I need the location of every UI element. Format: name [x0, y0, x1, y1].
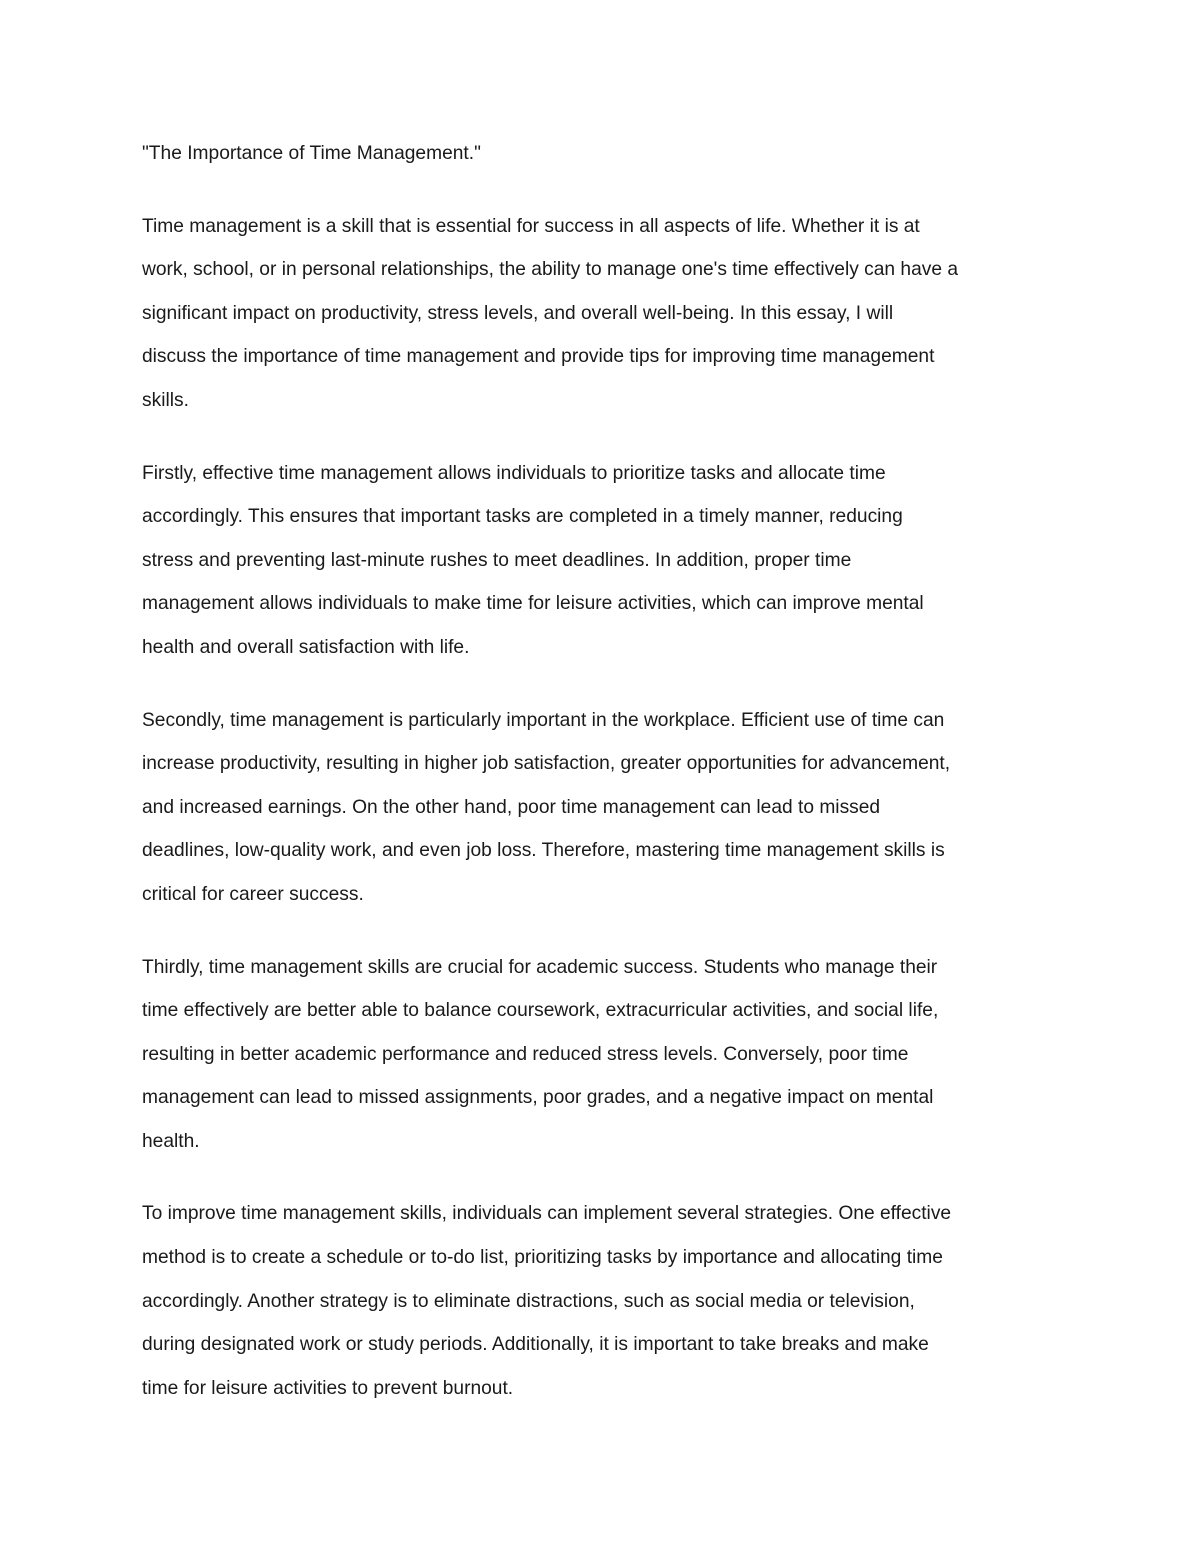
- paragraph-line: time effectively are better able to balance coursework, extracurricular activities, and social life,: [142, 1000, 939, 1022]
- paragraph-line: management allows individuals to make time for leisure activities, which can improve mental: [142, 593, 924, 615]
- paragraph-line: stress and preventing last-minute rushes to meet deadlines. In addition, proper time: [142, 549, 852, 571]
- paragraph-line: during designated work or study periods. Additionally, it is important to take breaks and make: [142, 1334, 929, 1356]
- paragraph-line: To improve time management skills, individuals can implement several strategies. One effective: [142, 1203, 952, 1225]
- paragraph-line: work, school, or in personal relationships, the ability to manage one's time effectively can have a: [142, 259, 959, 281]
- paragraph-line: management can lead to missed assignments, poor grades, and a negative impact on mental: [142, 1087, 934, 1109]
- paragraph-line: and increased earnings. On the other hand, poor time management can lead to missed: [142, 796, 881, 818]
- paragraph-line: method is to create a schedule or to-do list, prioritizing tasks by importance and allocating time: [142, 1247, 943, 1269]
- paragraph-line: Thirdly, time management skills are crucial for academic success. Students who manage their: [142, 956, 938, 978]
- document-title: [142, 132, 1072, 176]
- paragraph: [142, 946, 1072, 1164]
- paragraph-line: skills.: [142, 389, 189, 411]
- paragraph-line: Secondly, time management is particularly important in the workplace. Efficient use of time can: [142, 709, 945, 731]
- document-body: [142, 132, 1072, 1439]
- paragraph-line: deadlines, low-quality work, and even job loss. Therefore, mastering time management skills is: [142, 840, 945, 862]
- paragraph: [142, 205, 1072, 423]
- paragraph: [142, 699, 1072, 917]
- paragraph-line: accordingly. Another strategy is to eliminate distractions, such as social media or television,: [142, 1290, 915, 1312]
- paragraph-line: resulting in better academic performance and reduced stress levels. Conversely, poor time: [142, 1043, 909, 1065]
- paragraph: [142, 1192, 1072, 1410]
- paragraph-line: accordingly. This ensures that important tasks are completed in a timely manner, reducing: [142, 506, 903, 528]
- paragraph-line: Time management is a skill that is essential for success in all aspects of life. Whether it is at: [142, 215, 920, 237]
- paragraph-line: health.: [142, 1130, 200, 1152]
- paragraph: [142, 452, 1072, 670]
- paragraph-line: increase productivity, resulting in higher job satisfaction, greater opportunities for advancement,: [142, 753, 951, 775]
- paragraph-line: Firstly, effective time management allows individuals to prioritize tasks and allocate time: [142, 462, 886, 484]
- paragraph-line: significant impact on productivity, stress levels, and overall well-being. In this essay, I will: [142, 302, 894, 324]
- paragraph-line: discuss the importance of time management and provide tips for improving time management: [142, 346, 935, 368]
- title-line: "The Importance of Time Management.": [142, 143, 481, 164]
- paragraph-line: critical for career success.: [142, 883, 364, 905]
- paragraph-list: [142, 205, 1072, 1411]
- paragraph-line: health and overall satisfaction with life.: [142, 636, 470, 658]
- paragraph-line: time for leisure activities to prevent burnout.: [142, 1377, 514, 1399]
